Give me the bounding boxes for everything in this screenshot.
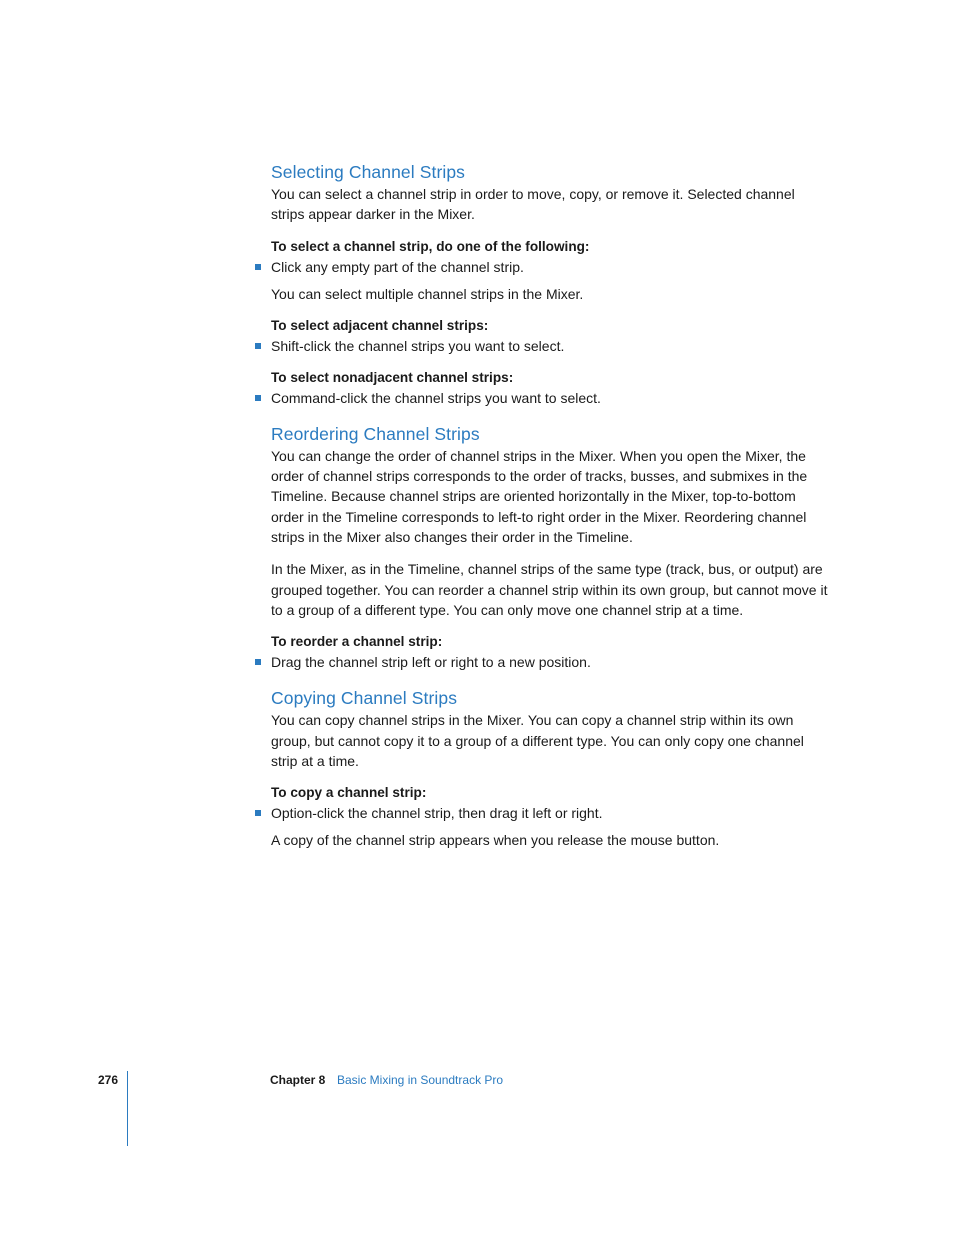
task-title: To select a channel strip, do one of the following: xyxy=(271,238,590,254)
section-paragraph: In the Mixer, as in the Timeline, channel strips of the same type (track, bus, or output) are grouped together. You can reorder a channel strip within its own group, but cannot move it to a group of a different type. You can only move one channel strip at a time. xyxy=(271,561,828,618)
bullet-text: Shift-click the channel strips you want to select. xyxy=(271,337,565,354)
task-title: To select nonadjacent channel strips: xyxy=(271,369,514,385)
bullet-item xyxy=(271,388,831,408)
task-note: You can select multiple channel strips in the Mixer. xyxy=(271,285,584,302)
bullet-square-icon xyxy=(255,659,261,665)
section-heading-reordering: Reordering Channel Strips xyxy=(271,423,480,444)
task-title: To reorder a channel strip: xyxy=(271,634,443,650)
task-title: To copy a channel strip: xyxy=(271,785,427,801)
bullet-text: Click any empty part of the channel strip. xyxy=(271,258,524,275)
section-heading-copying: Copying Channel Strips xyxy=(271,688,458,709)
section-intro-copying: You can copy channel strips in the Mixer. You can copy a channel strip within its own group, but cannot copy it to a group of a different type. You can only copy one channel strip at a time. xyxy=(271,712,804,769)
bullet-item xyxy=(271,257,831,277)
page-content xyxy=(271,160,831,850)
footer-divider xyxy=(127,1071,128,1146)
bullet-item xyxy=(271,652,831,672)
bullet-text: Option-click the channel strip, then drag it left or right. xyxy=(271,805,603,822)
bullet-square-icon xyxy=(255,395,261,401)
bullet-square-icon xyxy=(255,810,261,816)
section-intro-selecting: You can select a channel strip in order to move, copy, or remove it. Selected channel strips appear darker in the Mixer. xyxy=(271,186,795,223)
bullet-text: Command-click the channel strips you want to select. xyxy=(271,389,601,406)
bullet-item xyxy=(271,336,831,356)
bullet-square-icon xyxy=(255,264,261,270)
chapter-label: Chapter 8 xyxy=(270,1073,326,1087)
bullet-square-icon xyxy=(255,343,261,349)
section-paragraph: You can change the order of channel strips in the Mixer. When you open the Mixer, the order of channel strips corresponds to the order of tracks, busses, and submixes in the Timeline. Because channel strips are oriented horizontally in the Mixer, top-to-bottom order in the Timeline corresponds to left-to right order in the Mixer. Reordering channel strips in the Mixer also changes their order in the Timeline. xyxy=(271,447,808,546)
bullet-item xyxy=(271,803,831,823)
chapter-title-link[interactable]: Basic Mixing in Soundtrack Pro xyxy=(337,1073,504,1087)
task-title: To select adjacent channel strips: xyxy=(271,317,489,333)
task-note: A copy of the channel strip appears when you release the mouse button. xyxy=(271,832,720,849)
section-heading-selecting: Selecting Channel Strips xyxy=(271,162,466,182)
page-number: 276 xyxy=(98,1073,119,1087)
bullet-text: Drag the channel strip left or right to a new position. xyxy=(271,654,591,671)
